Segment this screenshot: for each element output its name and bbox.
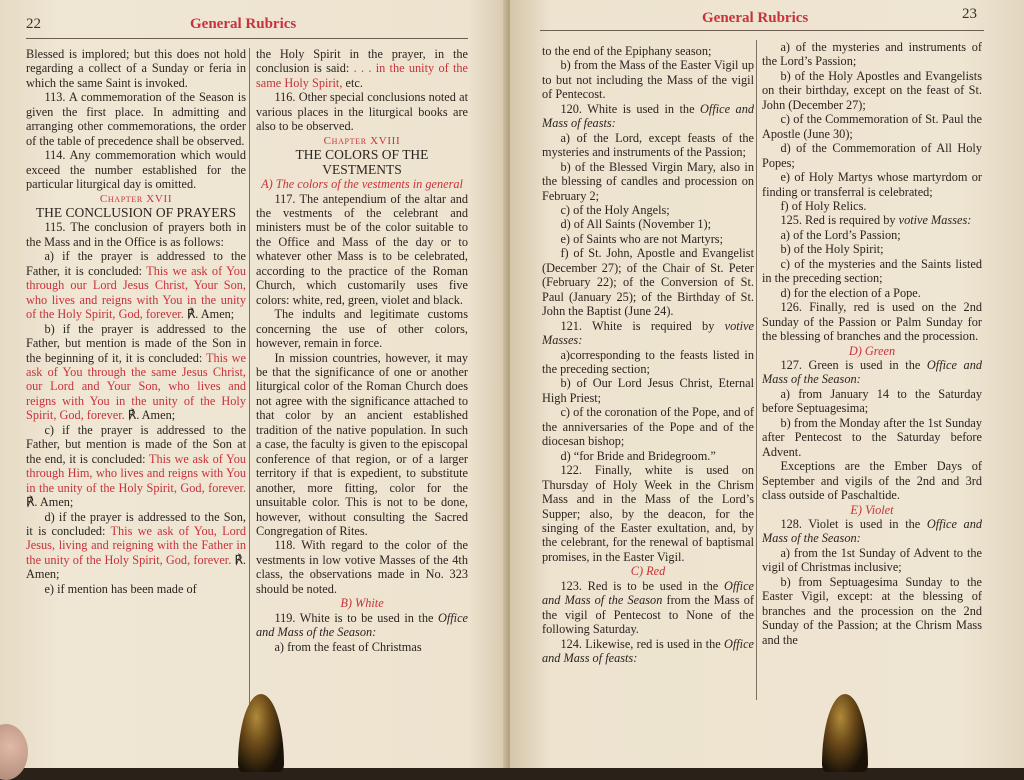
paragraph (256, 192, 468, 308)
column-divider-right (756, 40, 757, 700)
paragraph (542, 319, 754, 348)
paragraph-text-cont: ℟. Amen; (186, 307, 235, 322)
paragraph-text: a) from the 1st Sunday of Advent to the vigil of Christmas inclusive; (762, 545, 982, 575)
paragraph (256, 538, 468, 596)
paragraph-text: 118. With regard to the color of the vestments in low votive Masses of the 4th class, the observations made in No. 323 should be noted. (256, 538, 468, 596)
italic-phrase: Office and Mass of the Season: (256, 610, 468, 640)
paragraph-text: b) from the Mass of the Easter Vigil up to but not including the Mass of the vigil of Pentecost. (542, 58, 754, 102)
paragraph-text: 125. Red is required by (780, 213, 896, 228)
running-head-right: General Rubrics (702, 10, 809, 26)
paragraph-text: b) from the Monday after the 1st Sunday after Pentecost to the Saturday before Advent. (762, 415, 982, 459)
paragraph (26, 582, 246, 596)
paragraph (26, 220, 246, 249)
rubric-red-text: This we ask of You, Lord Jesus, living and reigning with the Father in the unity of the Holy Spirit, God, forever. (26, 523, 246, 567)
chapter-heading: Chapter XVIII (323, 134, 401, 147)
left-page (0, 0, 508, 768)
paragraph-text: 120. White is used in the (560, 101, 695, 116)
paragraph-text: 124. Likewise, red is used in the (560, 636, 721, 651)
paragraph-text: 117. The antependium of the altar and the vestments of the celebrant and ministers must be of the color suitable to the Office and Mass of the day or to whatever other Mass is to be celebrated, according to the practice of the Roman Church, which customarily uses five colors: white, red, green, violet and black. (256, 191, 468, 307)
paragraph-text: to the end of the Epiphany season; (542, 44, 712, 58)
paragraph (762, 300, 982, 343)
paragraph (26, 423, 246, 510)
paragraph-text: d) if the prayer is addressed to the Son, it is concluded: (26, 509, 246, 538)
paragraph-text: a) if the prayer is addressed to the Father, it is concluded: (26, 249, 246, 278)
paragraph-text: 113. A commemoration of the Season is given the first place. In admitting and arranging other commemorations, the order of the table of precedence shall be observed. (26, 90, 246, 148)
paragraph (762, 112, 982, 141)
paragraph-text: 123. Red is to be used in the (560, 578, 719, 593)
paragraph (762, 40, 982, 69)
right-column-2 (762, 40, 982, 647)
paragraph (542, 232, 754, 246)
paragraph (762, 228, 982, 242)
paragraph (26, 47, 246, 90)
rubric-red-text: This we ask of You through Him, who lives and reigns with You in the unity of the Holy Spirit, God, forever. (26, 451, 246, 495)
paragraph (542, 160, 754, 203)
paragraph (542, 348, 754, 377)
paragraph (762, 416, 982, 459)
paragraph-text: c) if the prayer is addressed to the Father, but mention is made of the Son at the end, it is concluded: (26, 422, 246, 466)
header-rule-left (26, 38, 468, 39)
paragraph-text: 115. The conclusion of prayers both in the Mass and in the Office is as follows: (26, 220, 246, 249)
italic-phrase: Office and Mass of the Season: (762, 357, 983, 387)
paragraph-text: e) of Saints who are not Martyrs; (560, 231, 723, 246)
italic-phrase: Office and Mass of feasts: (542, 101, 754, 131)
paragraph-text: d) of the Commemoration of All Holy Popes; (762, 141, 982, 170)
paragraph-text: d) “for Bride and Bridegroom.” (560, 448, 716, 463)
paragraph-text: e) of Holy Martys whose martyrdom or finding or transferral is celebrated; (762, 170, 982, 199)
paragraph (542, 405, 754, 448)
paragraph-text: Blessed is implored; but this does not hold regarding a collect of a Sunday or feria in which the same Saint is invoked. (26, 47, 246, 90)
paragraph (256, 90, 468, 133)
chapter-heading: Chapter XVII (99, 192, 173, 205)
paragraph (256, 47, 468, 90)
paragraph-text-cont: ℟. Amen; (127, 408, 176, 423)
paragraph (762, 213, 982, 227)
paragraph-text: 127. Green is used in the (780, 357, 921, 372)
paragraph-text: b) from Septuagesima Sunday to the Easter Vigil, except: at the blessing of branches and the procession on the 2nd Sunday of the Passion; at the Chrism Mass and the (762, 574, 982, 647)
paragraph-text: b) of the Holy Spirit; (780, 242, 884, 257)
paragraph-text: f) of St. John, Apostle and Evangelist (December 27); of the Chair of St. Peter (February 22); of the Conversion of St. Paul (January 25); of the Birthday of St. John the Baptist (June 24). (542, 246, 754, 319)
paragraph-text: a) of the Lord’s Passion; (780, 227, 901, 242)
italic-phrase: Office and Mass of feasts: (542, 636, 754, 666)
header-rule-right (540, 30, 984, 31)
paragraph (256, 640, 468, 654)
paragraph-text: d) for the election of a Pope. (780, 285, 921, 300)
paragraph-text: 128. Violet is used in the (780, 516, 921, 531)
paragraph (542, 102, 754, 131)
left-column-1 (26, 47, 246, 596)
paragraph (762, 358, 982, 387)
paragraph-text: Exceptions are the Ember Days of September and vigils of the 2nd and 3rd class outside of Paschaltide. (762, 459, 982, 503)
paragraph-text: 126. Finally, red is used on the 2nd Sunday of the Passion or Palm Sunday for the blessing of branches and the procession. (762, 300, 982, 344)
page-number-left: 22 (26, 16, 41, 32)
right-page (510, 0, 1024, 768)
paragraph-text: c) of the Holy Angels; (560, 202, 670, 217)
paragraph-text: a) from January 14 to the Saturday before Septuagesima; (762, 386, 982, 416)
paragraph-text: 114. Any commemoration which would exceed the number established for the particular liturgical day is omitted. (26, 148, 246, 192)
paragraph-text: f) of Holy Relics. (780, 198, 867, 213)
paragraph-text: b) if the prayer is addressed to the Father, but mention is made of the Son in the beginning of it, it is concluded: (26, 321, 246, 365)
chapter-title: THE CONCLUSION OF PRAYERS (35, 204, 237, 220)
paragraph (762, 387, 982, 416)
paragraph-text: b) of the Holy Apostles and Evangelists on their birthday, except on the feast of St. John (December 27); (762, 68, 982, 112)
paragraph-text: a) from the feast of Christmas (274, 639, 422, 654)
paragraph (542, 637, 754, 666)
paragraph (762, 199, 982, 213)
paragraph-text-cont: from the Mass of the vigil of Pentecost to None of the following Saturday. (542, 593, 754, 637)
paragraph-text: c) of the coronation of the Pope, and of the anniversaries of the Pope and of the diocesan bishop; (542, 405, 754, 449)
paragraph-text: b) of the Blessed Virgin Mary, also in the blessing of candles and procession on February 2; (542, 159, 754, 203)
rubric-red-text: . . . in the unity of the same Holy Spirit, (256, 61, 468, 90)
paragraph-text: c) of the mysteries and the Saints listed in the preceding section; (762, 256, 982, 286)
paragraph (542, 58, 754, 101)
paragraph (26, 322, 246, 423)
right-column-1 (542, 44, 754, 665)
paragraph-text: 121. White is required by (560, 318, 715, 333)
paragraph (762, 546, 982, 575)
rubric-red-text: This we ask of You through the same Jesus Christ, our Lord and Your Son, who lives and reigns with You in the unity of the Holy Spirit, God, forever. (26, 350, 247, 423)
section-heading: A) The colors of the vestments in general (261, 177, 463, 192)
paragraph (762, 575, 982, 647)
paragraph (542, 246, 754, 318)
paragraph-text: The indults and legitimate customs concerning the use of other colors, however, remain in force. (256, 307, 468, 351)
paragraph (26, 510, 246, 582)
section-heading: B) White (340, 596, 384, 611)
section-heading: D) Green (848, 343, 896, 358)
paragraph (762, 69, 982, 112)
rubric-red-text: This we ask of You through our Lord Jesus Christ, Your Son, who lives and reigns with You in the unity of the Holy Spirit, God, forever. (26, 263, 247, 322)
paragraph-text: d) of All Saints (November 1); (560, 217, 712, 232)
paragraph-text: 119. White is to be used in the (274, 610, 434, 625)
paragraph (542, 217, 754, 231)
paragraph-text: b) of Our Lord Jesus Christ, Eternal High Priest; (542, 376, 754, 405)
paragraph-text: c) of the Commemoration of St. Paul the Apostle (June 30); (762, 112, 982, 141)
paragraph (542, 131, 754, 160)
paragraph-text: a)corresponding to the feasts listed in the preceding section; (542, 347, 754, 376)
paragraph (762, 257, 982, 286)
paragraph-text: a) of the mysteries and instruments of the Lord’s Passion; (762, 40, 982, 69)
section-heading: C) Red (630, 564, 666, 579)
paragraph (26, 90, 246, 148)
italic-phrase: votive Masses: (542, 318, 754, 348)
paragraph-text-cont: ℟. Amen; (26, 552, 247, 582)
paragraph (762, 286, 982, 300)
paragraph-text-cont: ℟. Amen; (26, 495, 74, 510)
paragraph (762, 141, 982, 170)
paragraph (26, 148, 246, 191)
paragraph (256, 351, 468, 539)
column-divider-left (249, 48, 250, 708)
paragraph (762, 517, 982, 546)
paragraph (256, 611, 468, 640)
running-head-left: General Rubrics (190, 16, 297, 32)
paragraph-text: e) if mention has been made of (44, 581, 197, 596)
paragraph (762, 170, 982, 199)
paragraph (762, 459, 982, 502)
paragraph (542, 449, 754, 463)
chapter-title: THE COLORS OF THE VESTMENTS (295, 147, 429, 177)
italic-phrase: votive Masses: (898, 213, 972, 228)
paragraph-text: 116. Other special conclusions noted at various places in the liturgical books are also to be observed. (256, 90, 468, 134)
italic-phrase: Office and Mass of the Season (542, 578, 754, 608)
paragraph-text-cont: etc. (345, 75, 363, 90)
paragraph (542, 203, 754, 217)
section-heading: E) Violet (850, 502, 894, 517)
paragraph (762, 242, 982, 256)
paragraph-text: 122. Finally, white is used on Thursday of Holy Week in the Chrism Mass and in the Mass of the Lord’s Supper; also, by the deacon, for the singing of the Easter exultation, and, by the celebrant, for the renewal of baptismal promises, in the Easter Vigil. (542, 463, 754, 564)
paragraph (542, 463, 754, 564)
italic-phrase: Office and Mass of the Season: (762, 516, 982, 546)
paragraph-text: the Holy Spirit in the prayer, in the conclusion is said: (256, 47, 468, 76)
page-number-right: 23 (962, 6, 977, 22)
left-column-2 (256, 47, 468, 654)
paragraph (256, 307, 468, 350)
paragraph (542, 44, 754, 58)
paragraph (26, 249, 246, 321)
paragraph-text: a) of the Lord, except feasts of the mysteries and instruments of the Passion; (542, 130, 754, 160)
paragraph (542, 579, 754, 637)
paragraph (542, 376, 754, 405)
paragraph-text: In mission countries, however, it may be that the significance of one or another liturgical color of the Roman Church does not agree with the significance attached to that color by an ancient established tradition of the native population. In such a case, the faculty is given to the episcopal conference of that region, or of a larger territory if that is expedient, to substitute another, more fitting, color for the unsuitable color. This is not to be done, however, without consulting the Sacred Congregation of Rites. (256, 350, 468, 538)
